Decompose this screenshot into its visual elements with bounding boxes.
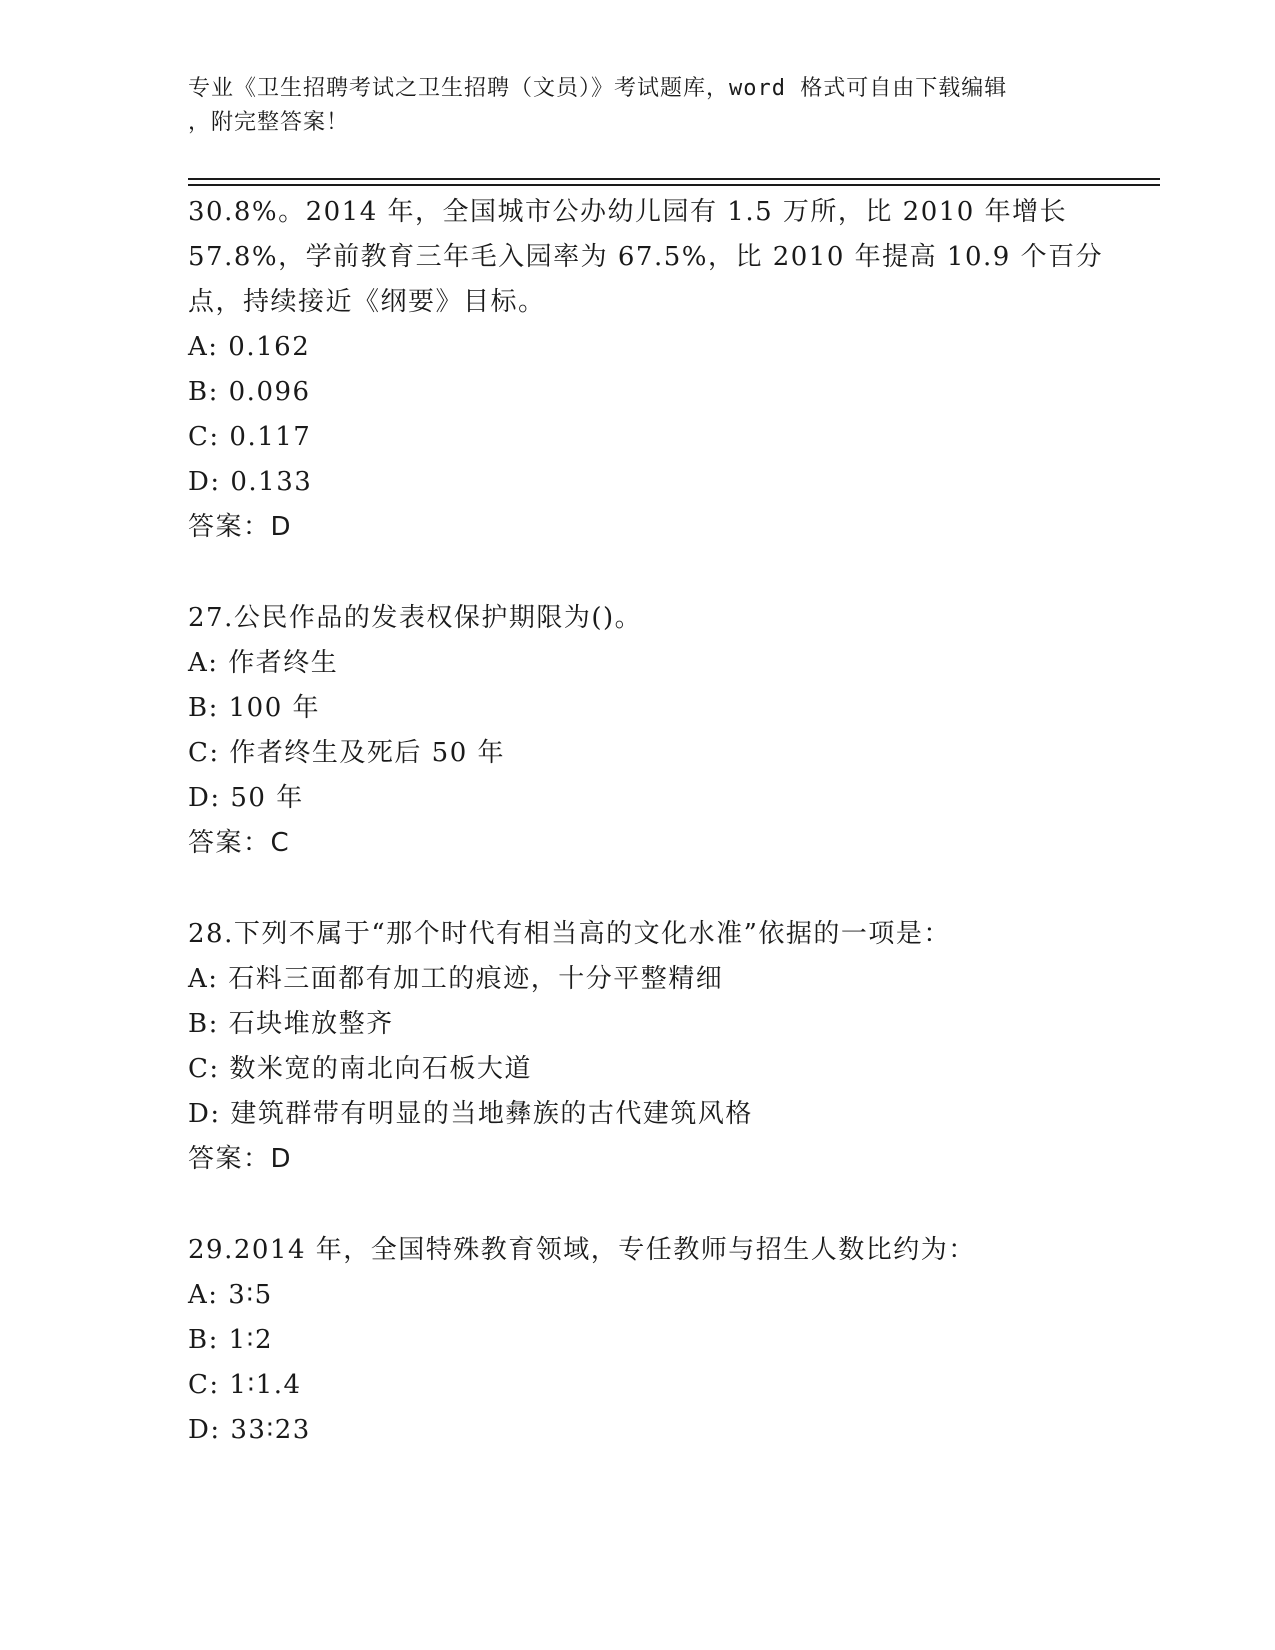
question-content	[188, 190, 1104, 1453]
question-text-line: 57.8%，学前教育三年毛入园率为 67.5%，比 2010 年提高 10.9 个百分	[188, 242, 1104, 272]
document-header	[188, 72, 1088, 140]
question-text: 28.下列不属于“那个时代有相当高的文化水准”依据的一项是：	[188, 919, 951, 949]
header-line-1: 专业《卫生招聘考试之卫生招聘（文员）》考试题库，word 格式可自由下载编辑	[188, 76, 1008, 101]
question-text-line: 点，持续接近《纲要》目标。	[188, 287, 546, 317]
answer-label: 答案：D	[188, 512, 293, 542]
question-text-line: 30.8%。2014 年，全国城市公办幼儿园有 1.5 万所，比 2010 年增长	[188, 197, 1068, 227]
option-c: C: 0.117	[188, 422, 312, 452]
question-28-block	[188, 912, 1088, 1182]
option-d: D: 50 年	[188, 783, 304, 813]
question-29-block	[188, 1228, 1088, 1453]
question-26-block	[188, 190, 1104, 550]
option-a: A: 石料三面都有加工的痕迹，十分平整精细	[188, 964, 724, 994]
answer-label: 答案：D	[188, 1144, 293, 1174]
option-c: C: 数米宽的南北向石板大道	[188, 1054, 532, 1084]
option-c: C: 1∶1.4	[188, 1370, 302, 1400]
spacer	[188, 550, 1088, 596]
option-b: B: 0.096	[188, 377, 311, 407]
option-d: D: 33∶23	[188, 1415, 311, 1445]
header-rule-top	[188, 178, 1160, 180]
answer-label: 答案：C	[188, 828, 291, 858]
spacer	[188, 1182, 1088, 1228]
option-d: D: 0.133	[188, 467, 313, 497]
option-b: B: 1∶2	[188, 1325, 273, 1355]
question-text: 29.2014 年，全国特殊教育领域，专任教师与招生人数比约为：	[188, 1235, 976, 1265]
spacer	[188, 866, 1088, 912]
option-d: D: 建筑群带有明显的当地彝族的古代建筑风格	[188, 1099, 753, 1129]
question-text: 27.公民作品的发表权保护期限为()。	[188, 603, 643, 633]
option-a: A: 3∶5	[188, 1280, 273, 1310]
option-a: A: 0.162	[188, 332, 311, 362]
option-c: C: 作者终生及死后 50 年	[188, 738, 506, 768]
header-line-2: ，附完整答案！	[188, 110, 350, 135]
option-a: A: 作者终生	[188, 648, 339, 678]
option-b: B: 100 年	[188, 693, 321, 723]
header-rule-bottom	[188, 184, 1160, 186]
option-b: B: 石块堆放整齐	[188, 1009, 394, 1039]
question-27-block	[188, 596, 1088, 866]
